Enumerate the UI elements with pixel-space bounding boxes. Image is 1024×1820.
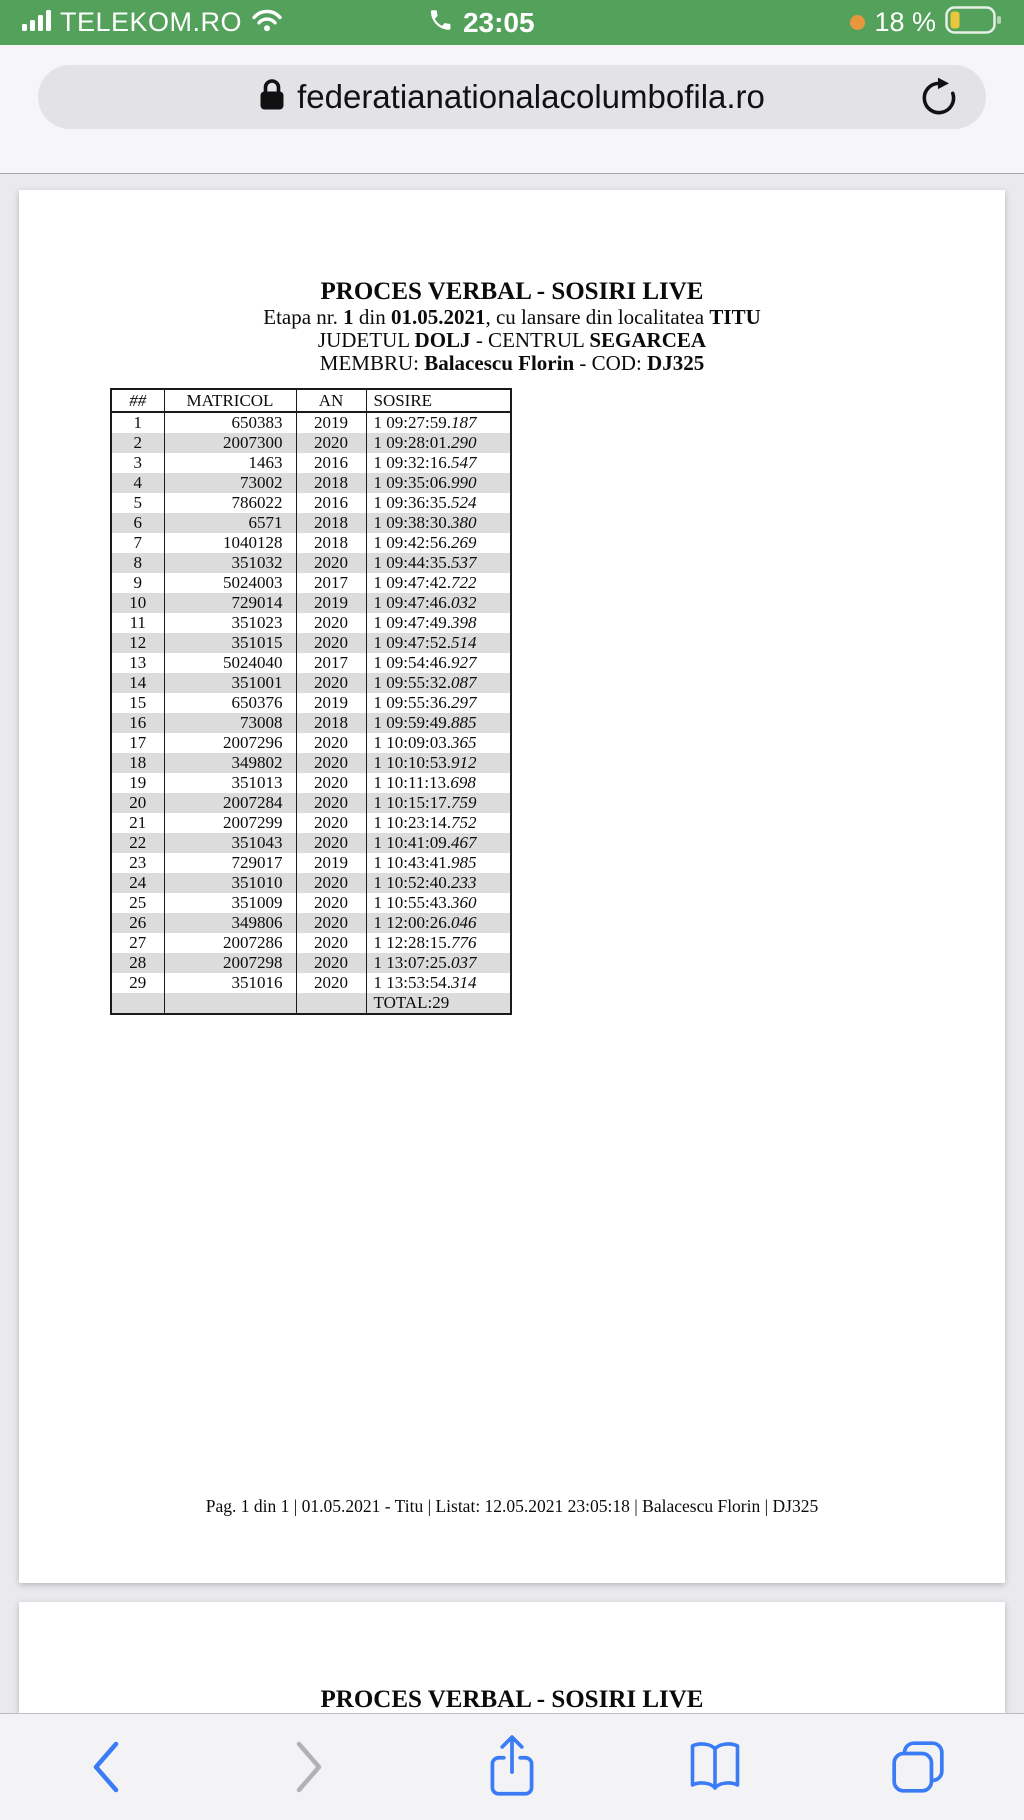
- table-row: 11 351023 2020 1 09:47:49.398: [111, 613, 511, 633]
- forward-button[interactable]: [278, 1732, 340, 1802]
- table-row: 20 2007284 2020 1 10:15:17.759: [111, 793, 511, 813]
- status-bar: [0, 0, 1024, 45]
- table-row: 9 5024003 2017 1 09:47:42.722: [111, 573, 511, 593]
- table-row: 3 1463 2016 1 09:32:16.547: [111, 453, 511, 473]
- cellular-signal-icon: [22, 10, 51, 36]
- table-row: 14 351001 2020 1 09:55:32.087: [111, 673, 511, 693]
- carrier-label: TELEKOM.RO: [60, 7, 243, 37]
- table-header-row: [111, 389, 511, 412]
- table-row: 7 1040128 2018 1 09:42:56.269: [111, 533, 511, 553]
- table-row: 23 729017 2019 1 10:43:41.985: [111, 853, 511, 873]
- table-row: 21 2007299 2020 1 10:23:14.752: [111, 813, 511, 833]
- table-row: 16 73008 2018 1 09:59:49.885: [111, 713, 511, 733]
- lock-icon: [259, 78, 285, 117]
- membru-line: MEMBRU: Balacescu Florin - COD: DJ325: [319, 351, 705, 375]
- col-header-sosire: SOSIRE: [366, 389, 511, 412]
- table-row: 18 349802 2020 1 10:10:53.912: [111, 753, 511, 773]
- col-header-number: ##: [111, 389, 164, 412]
- battery-percent-label: 18 %: [874, 7, 936, 37]
- table-row: 13 5024040 2017 1 09:54:46.927: [111, 653, 511, 673]
- table-row: 12 351015 2020 1 09:47:52.514: [111, 633, 511, 653]
- total-cell: TOTAL:29: [366, 993, 511, 1014]
- col-header-matricol: MATRICOL: [164, 389, 296, 412]
- table-row: 5 786022 2016 1 09:36:35.524: [111, 493, 511, 513]
- document-page-1: [19, 190, 1005, 1583]
- url-text: federatianationalacolumbofila.ro: [297, 78, 765, 115]
- table-row: 4 73002 2018 1 09:35:06.990: [111, 473, 511, 493]
- judet-line: JUDETUL DOLJ - CENTRUL SEGARCEA: [317, 328, 707, 352]
- table-row: 25 351009 2020 1 10:55:43.360: [111, 893, 511, 913]
- col-header-an: AN: [296, 389, 366, 412]
- table-row: 10 729014 2019 1 09:47:46.032: [111, 593, 511, 613]
- table-total-row: [111, 993, 511, 1014]
- address-bar[interactable]: [38, 65, 986, 129]
- address-bar-section: [0, 45, 1024, 174]
- active-call-phone-icon: [428, 7, 454, 38]
- tabs-button[interactable]: [887, 1732, 949, 1802]
- battery-icon: [945, 6, 1002, 39]
- table-row: 8 351032 2020 1 09:44:35.537: [111, 553, 511, 573]
- safari-toolbar: [0, 1713, 1024, 1820]
- page-footer: Pag. 1 din 1 | 01.05.2021 - Titu | Listat: 12.05.2021 23:05:18 | Balacescu Florin | DJ325: [205, 1496, 819, 1516]
- table-row: 27 2007286 2020 1 12:28:15.776: [111, 933, 511, 953]
- table-row: 24 351010 2020 1 10:52:40.233: [111, 873, 511, 893]
- table-row: 28 2007298 2020 1 13:07:25.037: [111, 953, 511, 973]
- share-button[interactable]: [481, 1732, 543, 1802]
- table-row: 29 351016 2020 1 13:53:54.314: [111, 973, 511, 993]
- etapa-line: Etapa nr. 1 din 01.05.2021, cu lansare din localitatea TITU: [263, 305, 761, 329]
- wifi-icon: [251, 8, 283, 37]
- table-row: 15 650376 2019 1 09:55:36.297: [111, 693, 511, 713]
- orange-indicator-dot: [850, 15, 865, 30]
- page2-title: PROCES VERBAL - SOSIRI LIVE: [320, 1686, 704, 1713]
- status-time: 23:05: [462, 6, 535, 38]
- reload-button[interactable]: [916, 75, 962, 121]
- table-row: 17 2007296 2020 1 10:09:03.365: [111, 733, 511, 753]
- table-row: 26 349806 2020 1 12:00:26.046: [111, 913, 511, 933]
- table-row: 1 650383 2019 1 09:27:59.187: [111, 412, 511, 433]
- table-row: 6 6571 2018 1 09:38:30.380: [111, 513, 511, 533]
- back-button[interactable]: [75, 1732, 137, 1802]
- table-row: 22 351043 2020 1 10:41:09.467: [111, 833, 511, 853]
- table-row: 19 351013 2020 1 10:11:13.698: [111, 773, 511, 793]
- document-header: [19, 278, 1005, 375]
- document-title: PROCES VERBAL - SOSIRI LIVE: [320, 278, 704, 305]
- arrivals-table: [110, 388, 512, 1015]
- results-tbody: [111, 412, 511, 1014]
- document-page-2: [19, 1602, 1005, 1713]
- bookmarks-button[interactable]: [684, 1732, 746, 1802]
- table-row: 2 2007300 2020 1 09:28:01.290: [111, 433, 511, 453]
